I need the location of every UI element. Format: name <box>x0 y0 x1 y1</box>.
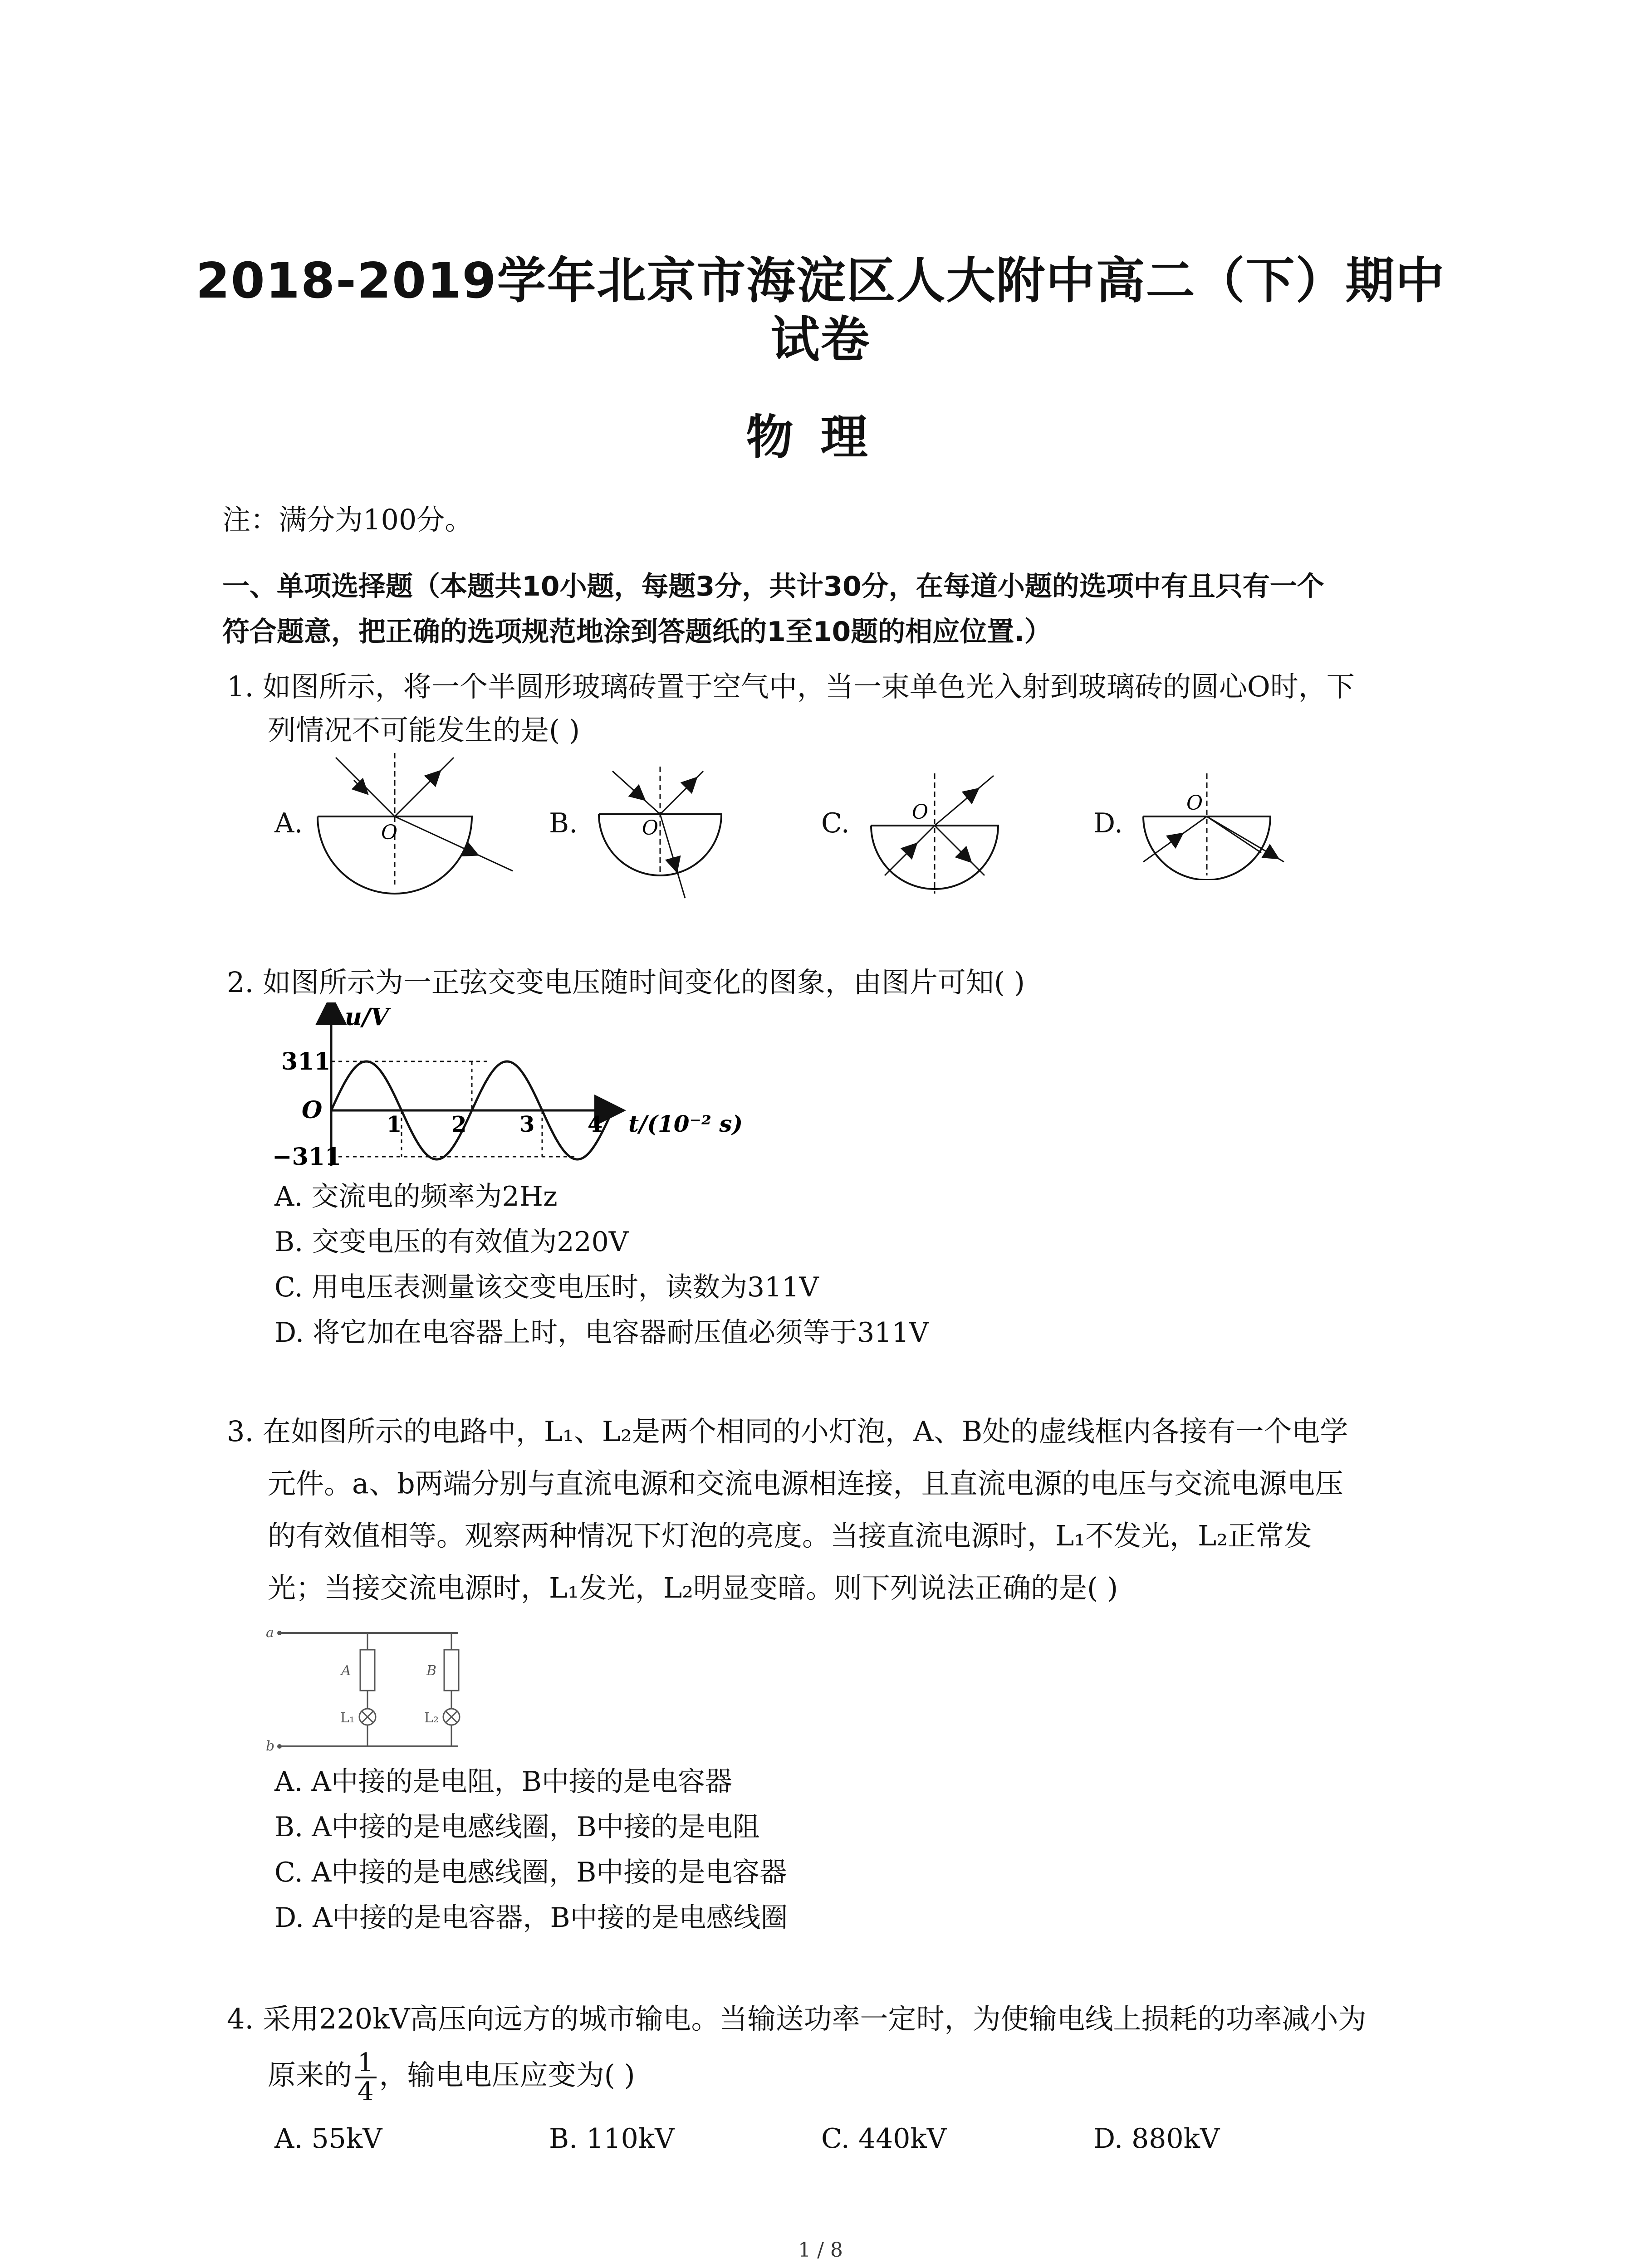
q2-stem: 2. 如图所示为一正弦交变电压随时间变化的图象，由图片可知( ) <box>227 966 1025 999</box>
q3-option-c[interactable]: C. A中接的是电感线圈，B中接的是电容器 <box>274 1857 787 1888</box>
q4-stem-line1: 4. 采用220kV高压向远方的城市输电。当输送功率一定时，为使输电线上损耗的功率减小为 <box>227 2002 1367 2035</box>
q3-option-d[interactable]: D. A中接的是电容器，B中接的是电感线圈 <box>274 1902 788 1934</box>
q2-x-tick-2: 2 <box>451 1112 467 1137</box>
q3-circuit-diagram <box>263 1622 517 1758</box>
q1-figure-d-center: O <box>1186 792 1203 815</box>
q3-stem-line3: 的有效值相等。观察两种情况下灯泡的亮度。当接直流电源时，L₁不发光，L₂正常发 <box>268 1519 1313 1552</box>
q1-figure-label-d: D. <box>1093 807 1123 839</box>
q4-option-a[interactable]: A. 55kV <box>274 2123 382 2155</box>
score-note: 注：满分为100分。 <box>222 503 473 536</box>
q3-lamp-l2-label: L₂ <box>424 1710 439 1726</box>
q4-option-d[interactable]: D. 880kV <box>1093 2123 1220 2155</box>
q4-stem-before: 原来的 <box>268 2058 353 2092</box>
q4-fraction-denominator: 4 <box>358 2077 374 2107</box>
q4-stem-line2 <box>268 2043 635 2107</box>
q1-figure-b <box>585 762 749 907</box>
section-heading-line1: 一、单项选择题（本题共10小题，每题3分，共计30分，在每道小题的选项中有且只有一个 <box>222 571 1324 602</box>
q1-figure-a <box>299 748 535 907</box>
q2-option-a[interactable]: A. 交流电的频率为2Hz <box>274 1181 558 1212</box>
q1-figure-b-center: O <box>642 816 659 840</box>
q3-element-b-label: B <box>426 1663 437 1679</box>
q3-terminal-b: b <box>266 1738 275 1754</box>
q1-figure-label-b: B. <box>549 807 578 839</box>
page-number: 1 / 8 <box>798 2239 843 2262</box>
q1-figure-c <box>857 771 1021 898</box>
q1-stem-line1: 1. 如图所示，将一个半圆形玻璃砖置于空气中，当一束单色光入射到玻璃砖的圆心O时，下 <box>227 670 1355 703</box>
q1-stem-line2: 列情况不可能发生的是( ) <box>268 714 580 747</box>
section-heading-line2: 符合题意，把正确的选项规范地涂到答题纸的1至10题的相应位置.） <box>222 616 1052 648</box>
page-title-line2: 试卷 <box>770 312 871 368</box>
q1-figure-c-center: O <box>912 801 929 824</box>
q3-stem-line2: 元件。a、b两端分别与直流电源和交流电源相连接，且直流电源的电压与交流电源电压 <box>268 1467 1343 1500</box>
q2-x-tick-1: 1 <box>387 1112 402 1137</box>
q3-option-b[interactable]: B. A中接的是电感线圈，B中接的是电阻 <box>274 1811 760 1843</box>
q3-element-a-label: A <box>341 1663 351 1679</box>
page-title-line1: 2018-2019学年北京市海淀区人大附中高二（下）期中 <box>196 253 1445 309</box>
q1-figure-a-center: O <box>381 821 398 844</box>
q2-x-tick-4: 4 <box>588 1112 603 1137</box>
q3-option-a[interactable]: A. A中接的是电阻，B中接的是电容器 <box>274 1766 732 1798</box>
q2-x-axis-label: t/(10⁻² s) <box>628 1110 743 1137</box>
q2-x-tick-3: 3 <box>519 1112 535 1137</box>
q3-terminal-a: a <box>266 1625 274 1641</box>
q1-figure-d <box>1134 771 1307 880</box>
subject-title: 物理 <box>746 410 895 465</box>
q2-y-tick-max: 311 <box>281 1048 331 1075</box>
q4-fraction-numerator: 1 <box>355 2049 377 2078</box>
q2-sine-graph <box>268 1002 744 1170</box>
q2-y-tick-min: −311 <box>272 1143 342 1170</box>
q4-fraction <box>355 2049 377 2106</box>
q2-option-d[interactable]: D. 将它加在电容器上时，电容器耐压值必须等于311V <box>274 1317 929 1349</box>
q4-option-b[interactable]: B. 110kV <box>549 2123 675 2155</box>
q2-option-b[interactable]: B. 交变电压的有效值为220V <box>274 1226 629 1258</box>
q4-option-c[interactable]: C. 440kV <box>821 2123 947 2155</box>
q4-stem-after: ，输电电压应变为( ) <box>379 2058 635 2092</box>
q2-origin-label: O <box>302 1096 323 1124</box>
q2-y-axis-label: u/V <box>345 1003 389 1031</box>
q1-figure-label-c: C. <box>821 807 850 839</box>
q3-lamp-l1-label: L₁ <box>340 1710 355 1726</box>
q2-option-c[interactable]: C. 用电压表测量该交变电压时，读数为311V <box>274 1271 819 1303</box>
q3-stem-line1: 3. 在如图所示的电路中，L₁、L₂是两个相同的小灯泡，A、B处的虚线框内各接有一个电学 <box>227 1415 1348 1448</box>
q3-stem-line4: 光；当接交流电源时，L₁发光，L₂明显变暗。则下列说法正确的是( ) <box>268 1571 1118 1604</box>
q1-figure-label-a: A. <box>274 807 303 839</box>
